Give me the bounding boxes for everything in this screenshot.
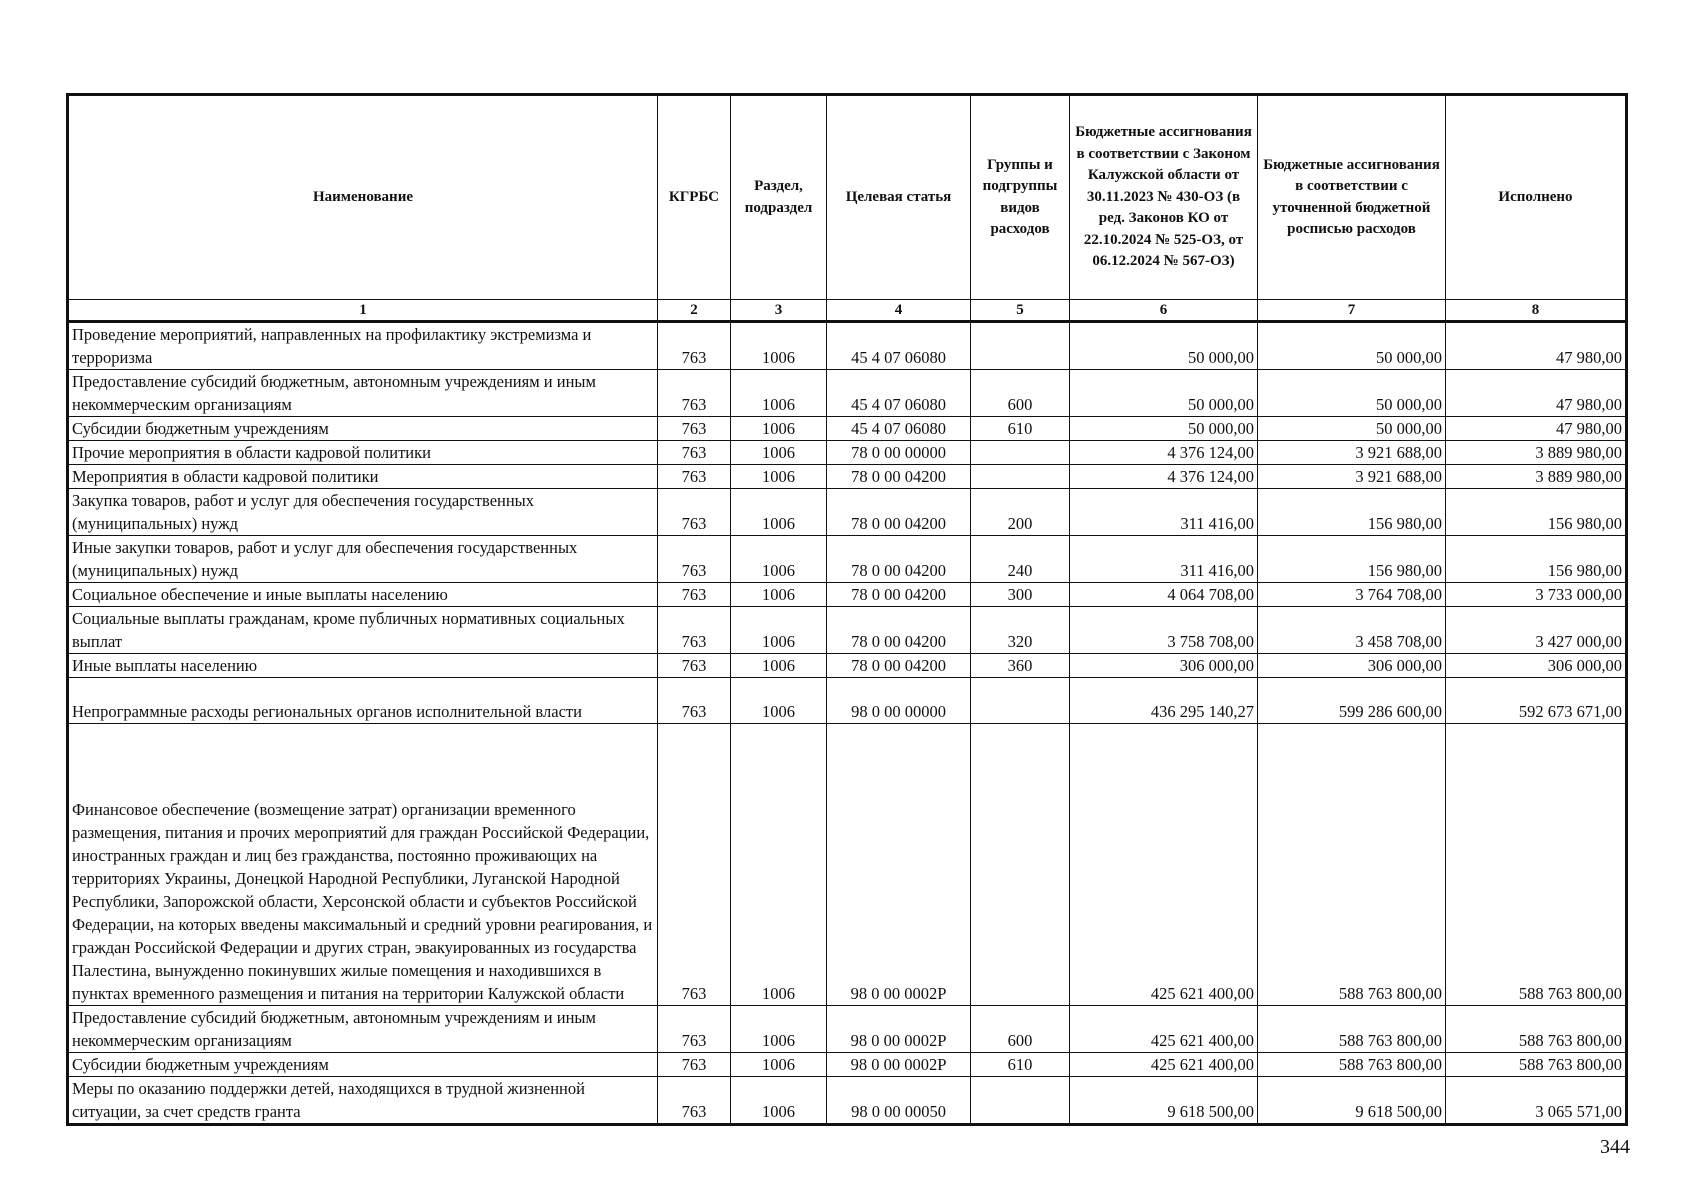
row-target-article: 98 0 00 00000 xyxy=(827,678,971,724)
row-executed: 592 673 671,00 xyxy=(1446,678,1627,724)
table-row xyxy=(68,583,1627,607)
row-law-allocation: 9 618 500,00 xyxy=(1070,1077,1258,1125)
row-law-allocation: 425 621 400,00 xyxy=(1070,724,1258,1006)
row-refined-allocation: 306 000,00 xyxy=(1258,654,1446,678)
row-kgrbs: 763 xyxy=(658,583,731,607)
table-row xyxy=(68,654,1627,678)
row-kgrbs: 763 xyxy=(658,1077,731,1125)
header-refined-allocations: Бюджетные ассигнования в соответствии с уточненной бюджетной росписью расходов xyxy=(1258,95,1446,300)
table-row xyxy=(68,489,1627,536)
table-row xyxy=(68,1006,1627,1053)
header-name: Наименование xyxy=(68,95,658,300)
row-kgrbs: 763 xyxy=(658,724,731,1006)
row-refined-allocation: 599 286 600,00 xyxy=(1258,678,1446,724)
row-target-article: 98 0 00 00050 xyxy=(827,1077,971,1125)
table-row xyxy=(68,536,1627,583)
row-executed: 588 763 800,00 xyxy=(1446,1006,1627,1053)
row-kgrbs: 763 xyxy=(658,654,731,678)
row-target-article: 78 0 00 04200 xyxy=(827,465,971,489)
row-refined-allocation: 3 921 688,00 xyxy=(1258,465,1446,489)
row-name: Проведение мероприятий, направленных на профилактику экстремизма и терроризма xyxy=(68,322,658,370)
row-executed: 3 889 980,00 xyxy=(1446,441,1627,465)
row-target-article: 78 0 00 04200 xyxy=(827,607,971,654)
row-kgrbs: 763 xyxy=(658,322,731,370)
row-section: 1006 xyxy=(731,678,827,724)
row-law-allocation: 306 000,00 xyxy=(1070,654,1258,678)
column-number: 1 xyxy=(68,300,658,322)
row-law-allocation: 3 758 708,00 xyxy=(1070,607,1258,654)
row-target-article: 98 0 00 0002P xyxy=(827,1006,971,1053)
row-executed: 3 427 000,00 xyxy=(1446,607,1627,654)
page-number: 344 xyxy=(1600,1136,1630,1158)
row-target-article: 78 0 00 04200 xyxy=(827,583,971,607)
row-section: 1006 xyxy=(731,583,827,607)
row-target-article: 78 0 00 00000 xyxy=(827,441,971,465)
row-name: Меры по оказанию поддержки детей, находящихся в трудной жизненной ситуации, за счет средств гранта xyxy=(68,1077,658,1125)
row-kgrbs: 763 xyxy=(658,607,731,654)
row-kgrbs: 763 xyxy=(658,489,731,536)
table-row xyxy=(68,370,1627,417)
row-name: Социальные выплаты гражданам, кроме публичных нормативных социальных выплат xyxy=(68,607,658,654)
row-law-allocation: 425 621 400,00 xyxy=(1070,1053,1258,1077)
header-law-allocations: Бюджетные ассигнования в соответствии с Законом Калужской области от 30.11.2023 № 430-ОЗ (в ред. Законов КО от 22.10.2024 № 525-ОЗ, от 06.12.2024 № 567-ОЗ) xyxy=(1070,95,1258,300)
row-target-article: 98 0 00 0002P xyxy=(827,724,971,1006)
row-refined-allocation: 3 764 708,00 xyxy=(1258,583,1446,607)
row-law-allocation: 50 000,00 xyxy=(1070,370,1258,417)
row-section: 1006 xyxy=(731,1077,827,1125)
row-section: 1006 xyxy=(731,489,827,536)
row-name: Иные выплаты населению xyxy=(68,654,658,678)
row-kgrbs: 763 xyxy=(658,1053,731,1077)
row-executed: 47 980,00 xyxy=(1446,322,1627,370)
table-row xyxy=(68,417,1627,441)
row-expense-group xyxy=(971,322,1070,370)
row-law-allocation: 425 621 400,00 xyxy=(1070,1006,1258,1053)
table-row xyxy=(68,441,1627,465)
header-kgrbs: КГРБС xyxy=(658,95,731,300)
row-target-article: 78 0 00 04200 xyxy=(827,654,971,678)
row-refined-allocation: 588 763 800,00 xyxy=(1258,1053,1446,1077)
row-expense-group xyxy=(971,678,1070,724)
header-expense-groups: Группы и подгруппы видов расходов xyxy=(971,95,1070,300)
row-executed: 156 980,00 xyxy=(1446,536,1627,583)
row-law-allocation: 50 000,00 xyxy=(1070,417,1258,441)
document-sheet xyxy=(66,93,1625,1126)
row-refined-allocation: 588 763 800,00 xyxy=(1258,1006,1446,1053)
row-expense-group: 200 xyxy=(971,489,1070,536)
table-row xyxy=(68,1053,1627,1077)
row-expense-group xyxy=(971,1077,1070,1125)
header-executed: Исполнено xyxy=(1446,95,1627,300)
row-expense-group: 610 xyxy=(971,417,1070,441)
table-row xyxy=(68,1077,1627,1125)
row-expense-group xyxy=(971,724,1070,1006)
row-refined-allocation: 588 763 800,00 xyxy=(1258,724,1446,1006)
row-name: Социальное обеспечение и иные выплаты населению xyxy=(68,583,658,607)
row-expense-group: 360 xyxy=(971,654,1070,678)
row-section: 1006 xyxy=(731,441,827,465)
row-section: 1006 xyxy=(731,1006,827,1053)
table-header-row xyxy=(68,95,1627,300)
column-number: 6 xyxy=(1070,300,1258,322)
row-law-allocation: 4 376 124,00 xyxy=(1070,465,1258,489)
row-section: 1006 xyxy=(731,654,827,678)
row-law-allocation: 311 416,00 xyxy=(1070,489,1258,536)
header-section: Раздел, подраздел xyxy=(731,95,827,300)
budget-table xyxy=(66,93,1628,1126)
column-number: 7 xyxy=(1258,300,1446,322)
row-kgrbs: 763 xyxy=(658,417,731,441)
row-kgrbs: 763 xyxy=(658,536,731,583)
table-row xyxy=(68,465,1627,489)
row-name: Иные закупки товаров, работ и услуг для обеспечения государственных (муниципальных) нужд xyxy=(68,536,658,583)
row-executed: 3 889 980,00 xyxy=(1446,465,1627,489)
row-kgrbs: 763 xyxy=(658,1006,731,1053)
row-target-article: 45 4 07 06080 xyxy=(827,417,971,441)
row-executed: 47 980,00 xyxy=(1446,417,1627,441)
table-row xyxy=(68,322,1627,370)
row-expense-group: 320 xyxy=(971,607,1070,654)
row-expense-group: 300 xyxy=(971,583,1070,607)
row-law-allocation: 436 295 140,27 xyxy=(1070,678,1258,724)
row-refined-allocation: 3 921 688,00 xyxy=(1258,441,1446,465)
row-name: Прочие мероприятия в области кадровой политики xyxy=(68,441,658,465)
row-kgrbs: 763 xyxy=(658,465,731,489)
row-target-article: 45 4 07 06080 xyxy=(827,370,971,417)
row-refined-allocation: 156 980,00 xyxy=(1258,536,1446,583)
table-row xyxy=(68,724,1627,1006)
row-executed: 3 065 571,00 xyxy=(1446,1077,1627,1125)
row-name: Мероприятия в области кадровой политики xyxy=(68,465,658,489)
row-section: 1006 xyxy=(731,417,827,441)
column-number-row xyxy=(68,300,1627,322)
row-refined-allocation: 3 458 708,00 xyxy=(1258,607,1446,654)
table-row xyxy=(68,678,1627,724)
row-executed: 3 733 000,00 xyxy=(1446,583,1627,607)
row-refined-allocation: 156 980,00 xyxy=(1258,489,1446,536)
row-executed: 47 980,00 xyxy=(1446,370,1627,417)
row-name: Субсидии бюджетным учреждениям xyxy=(68,417,658,441)
row-target-article: 98 0 00 0002P xyxy=(827,1053,971,1077)
row-target-article: 78 0 00 04200 xyxy=(827,489,971,536)
row-name: Непрограммные расходы региональных органов исполнительной власти xyxy=(68,678,658,724)
row-name: Финансовое обеспечение (возмещение затрат) организации временного размещения, питания и прочих мероприятий для граждан Российской Федерации, иностранных граждан и лиц без гражданства, постоянно проживающих на территориях Украины, Донецкой Народной Республики, Луганской Народной Республики, Запорожской области, Херсонской области и субъектов Российской Федерации, на которых введены максимальный и средний уровни реагирования, и граждан Российской Федерации и других стран, эвакуированных из государства Палестина, вынужденно покинувших жилые помещения и находившихся в пунктах временного размещения и питания на территории Калужской области xyxy=(68,724,658,1006)
row-section: 1006 xyxy=(731,536,827,583)
column-number: 8 xyxy=(1446,300,1627,322)
row-expense-group xyxy=(971,441,1070,465)
row-law-allocation: 4 376 124,00 xyxy=(1070,441,1258,465)
row-expense-group xyxy=(971,465,1070,489)
row-refined-allocation: 50 000,00 xyxy=(1258,417,1446,441)
column-number: 4 xyxy=(827,300,971,322)
row-executed: 306 000,00 xyxy=(1446,654,1627,678)
row-target-article: 45 4 07 06080 xyxy=(827,322,971,370)
row-target-article: 78 0 00 04200 xyxy=(827,536,971,583)
row-refined-allocation: 9 618 500,00 xyxy=(1258,1077,1446,1125)
header-target-article: Целевая статья xyxy=(827,95,971,300)
row-section: 1006 xyxy=(731,465,827,489)
row-refined-allocation: 50 000,00 xyxy=(1258,322,1446,370)
row-name: Предоставление субсидий бюджетным, автономным учреждениям и иным некоммерческим организациям xyxy=(68,370,658,417)
row-name: Закупка товаров, работ и услуг для обеспечения государственных (муниципальных) нужд xyxy=(68,489,658,536)
row-expense-group: 600 xyxy=(971,1006,1070,1053)
row-section: 1006 xyxy=(731,607,827,654)
row-kgrbs: 763 xyxy=(658,678,731,724)
row-law-allocation: 4 064 708,00 xyxy=(1070,583,1258,607)
column-number: 5 xyxy=(971,300,1070,322)
row-name: Предоставление субсидий бюджетным, автономным учреждениям и иным некоммерческим организациям xyxy=(68,1006,658,1053)
row-kgrbs: 763 xyxy=(658,441,731,465)
row-expense-group: 610 xyxy=(971,1053,1070,1077)
row-section: 1006 xyxy=(731,322,827,370)
row-name: Субсидии бюджетным учреждениям xyxy=(68,1053,658,1077)
row-executed: 588 763 800,00 xyxy=(1446,1053,1627,1077)
row-law-allocation: 311 416,00 xyxy=(1070,536,1258,583)
row-expense-group: 600 xyxy=(971,370,1070,417)
row-section: 1006 xyxy=(731,370,827,417)
row-kgrbs: 763 xyxy=(658,370,731,417)
column-number: 3 xyxy=(731,300,827,322)
row-refined-allocation: 50 000,00 xyxy=(1258,370,1446,417)
row-section: 1006 xyxy=(731,724,827,1006)
table-row xyxy=(68,607,1627,654)
row-law-allocation: 50 000,00 xyxy=(1070,322,1258,370)
row-executed: 156 980,00 xyxy=(1446,489,1627,536)
column-number: 2 xyxy=(658,300,731,322)
row-executed: 588 763 800,00 xyxy=(1446,724,1627,1006)
row-section: 1006 xyxy=(731,1053,827,1077)
row-expense-group: 240 xyxy=(971,536,1070,583)
